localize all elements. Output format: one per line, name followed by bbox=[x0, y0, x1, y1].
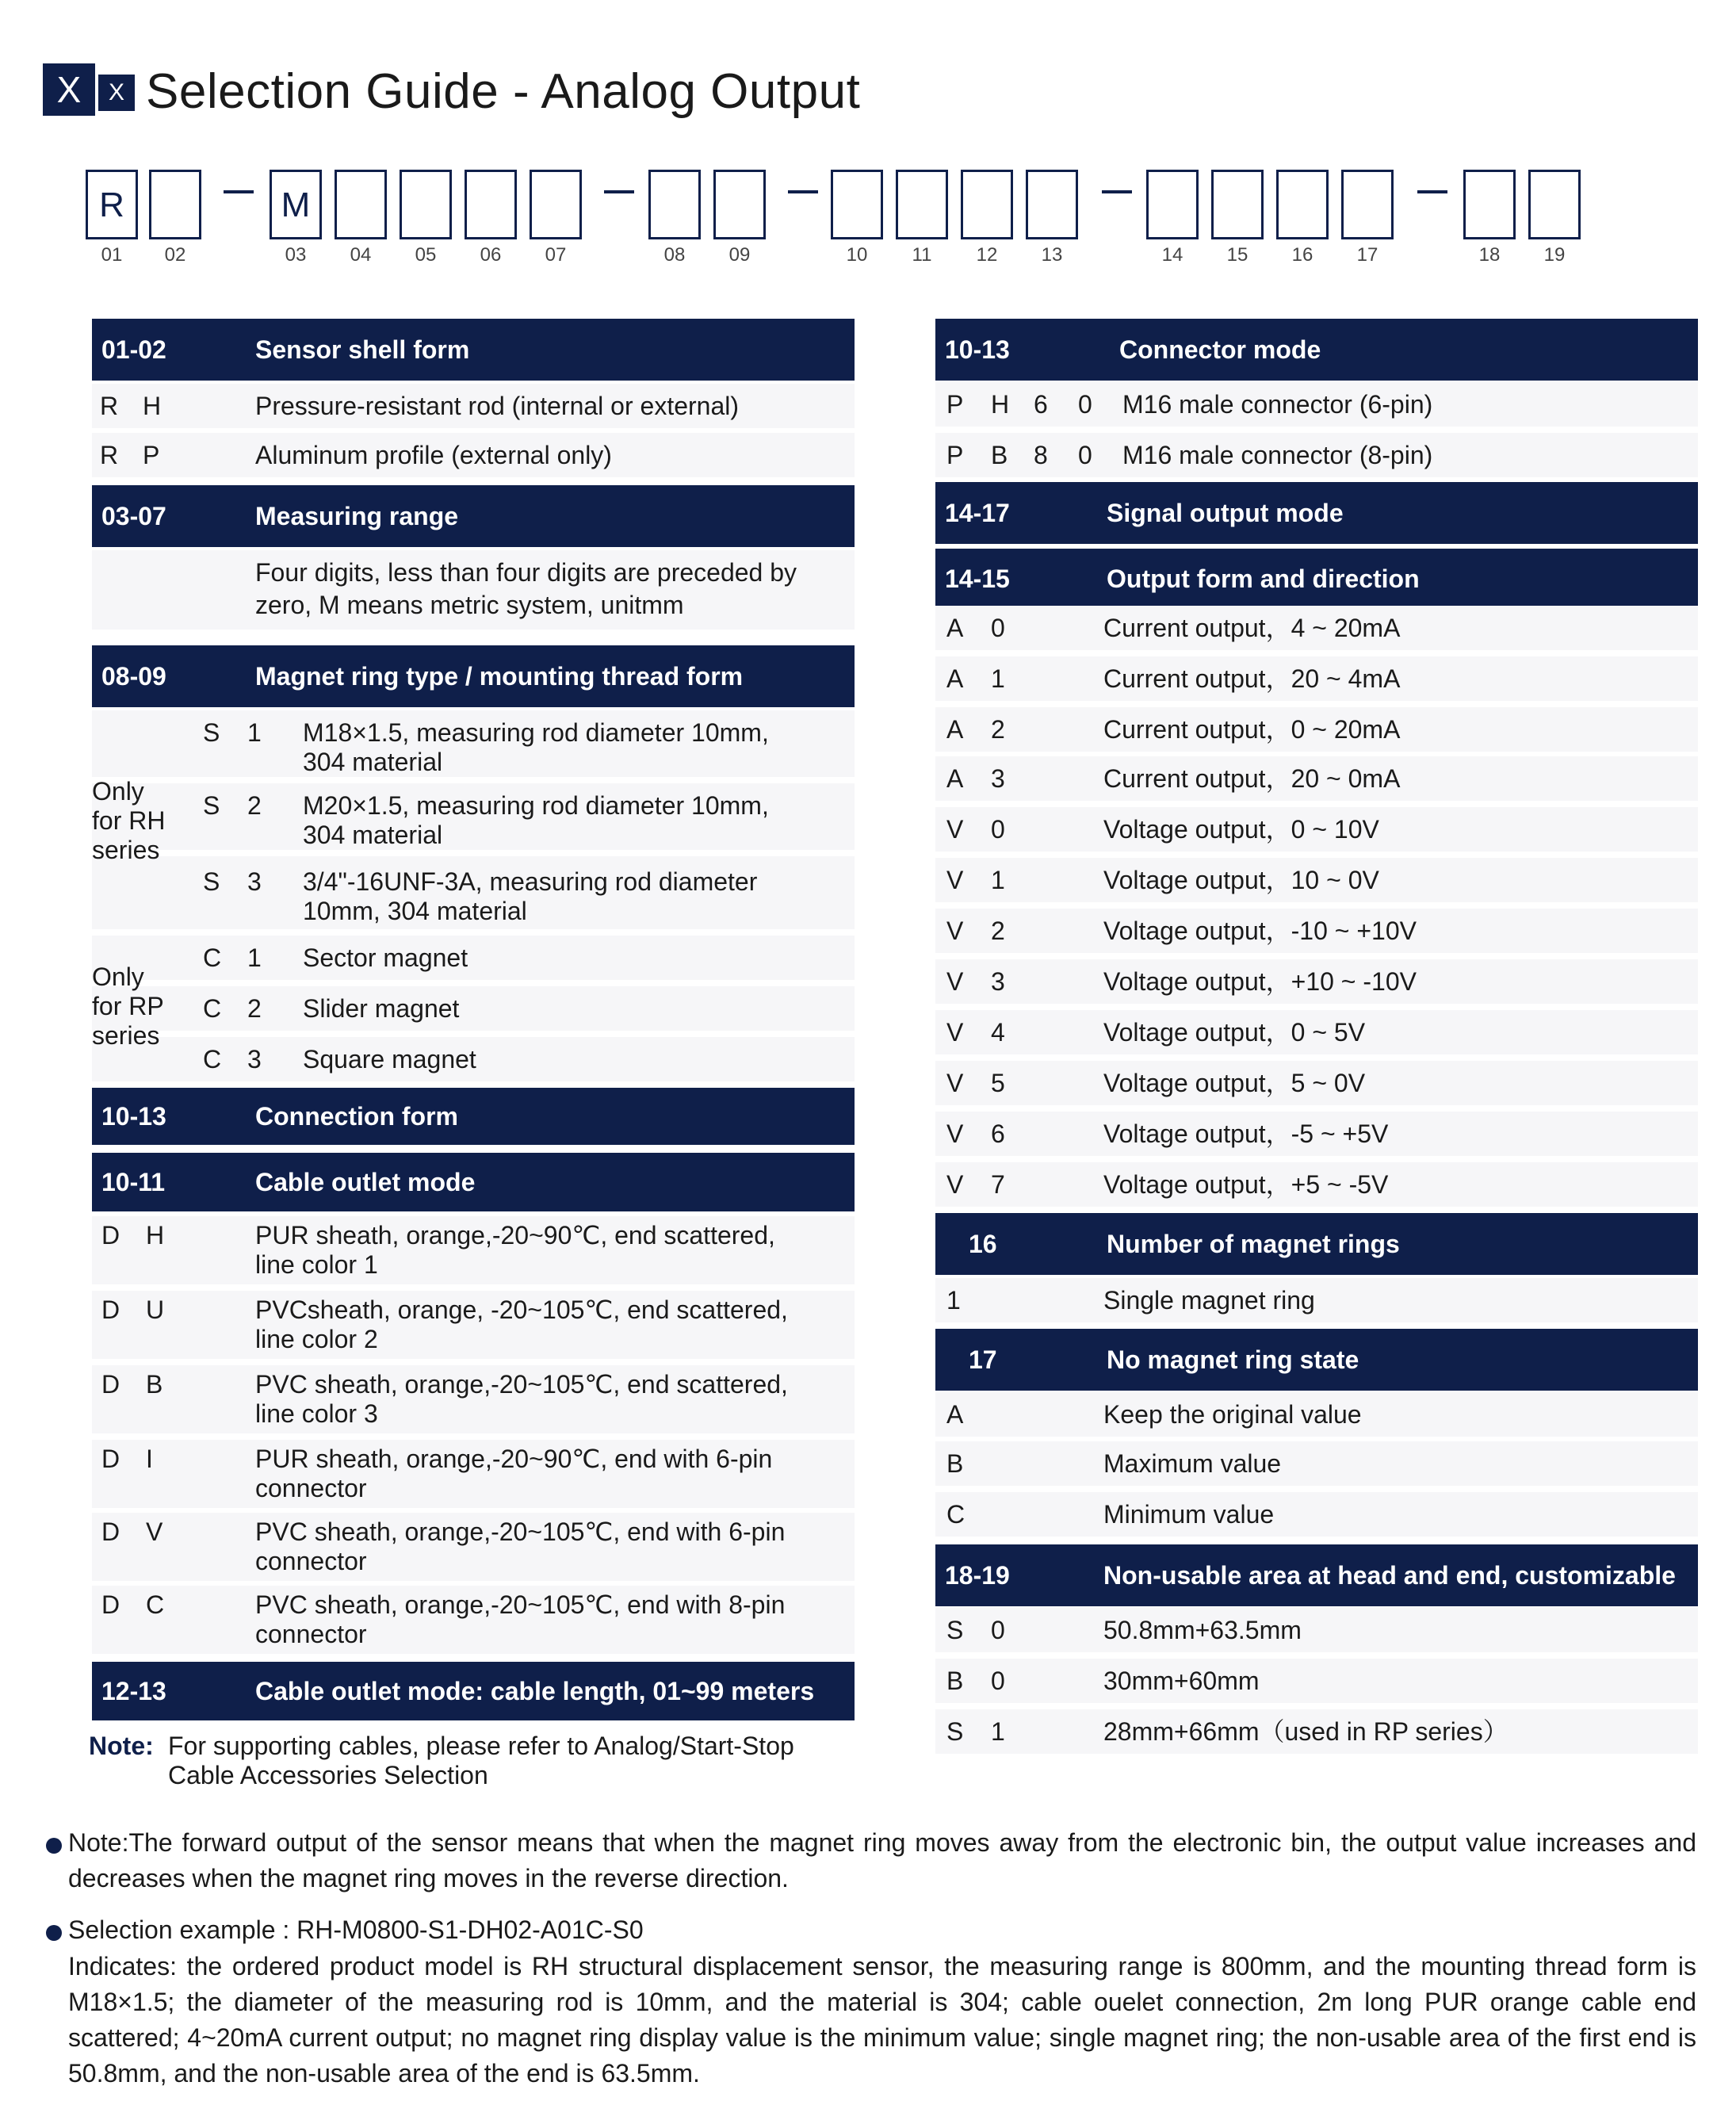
row-description: Voltage output，10 ~ 0V bbox=[1103, 866, 1379, 894]
row-description bbox=[255, 1590, 842, 1649]
code-char: 0 bbox=[1078, 390, 1092, 419]
section-header-shell-form bbox=[92, 319, 855, 381]
code-dash bbox=[604, 190, 634, 193]
section-title: Cable outlet mode: cable length, 01~99 meters bbox=[255, 1677, 815, 1705]
code-box-09 bbox=[713, 170, 766, 239]
code-position: 08 bbox=[663, 244, 686, 266]
code-position: 16 bbox=[1291, 244, 1313, 266]
code-box-18 bbox=[1463, 170, 1516, 239]
section-range: 10-11 bbox=[101, 1168, 166, 1196]
code-position: 06 bbox=[480, 244, 502, 266]
code-box-12 bbox=[961, 170, 1013, 239]
table-row bbox=[935, 606, 1698, 650]
code-char: D bbox=[101, 1445, 120, 1473]
section-range: 01-02 bbox=[101, 335, 166, 364]
code-char: 3 bbox=[991, 967, 1005, 996]
code-char: V bbox=[946, 1170, 964, 1199]
row-description bbox=[303, 718, 850, 777]
row-description: M16 male connector (6-pin) bbox=[1122, 390, 1433, 419]
table-row bbox=[935, 1061, 1698, 1105]
code-char: V bbox=[946, 1119, 964, 1148]
row-description: Pressure-resistant rod (internal or external) bbox=[255, 392, 740, 420]
code-char: H bbox=[146, 1221, 165, 1250]
description-line: zero, M means metric system, unitmm bbox=[255, 591, 684, 619]
code-box-01: R bbox=[86, 170, 138, 239]
code-char: C bbox=[203, 943, 222, 972]
table-row bbox=[935, 1112, 1698, 1156]
code-char: 7 bbox=[991, 1170, 1005, 1199]
code-position: 10 bbox=[846, 244, 868, 266]
section-title: Measuring range bbox=[255, 502, 459, 530]
table-row bbox=[935, 1392, 1698, 1437]
table-row bbox=[92, 1517, 855, 1579]
table-row bbox=[92, 1445, 855, 1506]
code-char: 2 bbox=[247, 791, 262, 820]
code-char: B bbox=[146, 1370, 163, 1399]
code-char: A bbox=[946, 715, 964, 744]
page-title: Selection Guide - Analog Output bbox=[146, 64, 861, 119]
code-box-14 bbox=[1146, 170, 1199, 239]
section-range: 14-17 bbox=[945, 499, 1010, 527]
code-box-08 bbox=[648, 170, 701, 239]
code-char: C bbox=[946, 1500, 966, 1529]
code-position: 11 bbox=[912, 244, 932, 266]
code-char: 0 bbox=[991, 1616, 1005, 1644]
description-line: line color 3 bbox=[255, 1399, 378, 1428]
table-row bbox=[935, 909, 1698, 953]
forward-output-note: Note:The forward output of the sensor means that when the magnet ring moves away from the electronic bin, the output value increases and decreases when the magnet ring moves in the reverse direction. bbox=[68, 1828, 1696, 1892]
section-header-connection-form bbox=[92, 1088, 855, 1145]
table-row bbox=[935, 1010, 1698, 1054]
code-position: 19 bbox=[1543, 244, 1566, 266]
code-char: 4 bbox=[991, 1018, 1005, 1047]
row-description bbox=[255, 1370, 842, 1429]
code-box-03: M bbox=[270, 170, 322, 239]
logo-small-x: X bbox=[98, 75, 135, 111]
code-char: 1 bbox=[991, 664, 1005, 693]
section-range: 03-07 bbox=[101, 502, 166, 530]
row-description bbox=[303, 867, 850, 926]
section-range: 14-15 bbox=[945, 564, 1010, 593]
table-row bbox=[935, 656, 1698, 701]
table-row bbox=[195, 791, 853, 853]
section-range: 12-13 bbox=[101, 1677, 166, 1705]
description-line: PVC sheath, orange,-20~105℃, end with 8-pin bbox=[255, 1590, 786, 1619]
table-row bbox=[935, 807, 1698, 852]
row-description: Current output，0 ~ 20mA bbox=[1103, 715, 1401, 744]
code-char: A bbox=[946, 764, 964, 793]
code-char: V bbox=[946, 917, 964, 945]
code-char: P bbox=[143, 441, 160, 469]
code-char: V bbox=[946, 815, 964, 844]
code-char: 3 bbox=[247, 867, 262, 896]
code-char: D bbox=[101, 1517, 120, 1546]
code-box-19 bbox=[1528, 170, 1581, 239]
group-label-line: series bbox=[92, 1021, 160, 1050]
row-description: 28mm+66mm（used in RP series） bbox=[1103, 1717, 1508, 1746]
row-description bbox=[255, 1221, 842, 1280]
section-title: Connector mode bbox=[1119, 335, 1321, 364]
code-box-05 bbox=[400, 170, 452, 239]
code-char: 5 bbox=[991, 1069, 1005, 1097]
code-char: 3 bbox=[991, 764, 1005, 793]
row-description: Current output，20 ~ 4mA bbox=[1103, 664, 1401, 693]
code-char: 8 bbox=[1034, 441, 1048, 469]
code-char: 2 bbox=[991, 917, 1005, 945]
note-line: Cable Accessories Selection bbox=[168, 1761, 488, 1789]
section-title: No magnet ring state bbox=[1107, 1345, 1359, 1374]
code-char: 6 bbox=[1034, 390, 1048, 419]
row-description: Sector magnet bbox=[303, 943, 468, 972]
section-title: Non-usable area at head and end, customizable bbox=[1103, 1561, 1676, 1590]
table-row bbox=[92, 1295, 855, 1357]
table-row bbox=[935, 1441, 1698, 1486]
description-line: connector bbox=[255, 1474, 367, 1502]
code-char: C bbox=[203, 994, 222, 1023]
row-description: Minimum value bbox=[1103, 1500, 1275, 1529]
section-header-number-of-magnet-rings bbox=[935, 1213, 1698, 1275]
code-char: R bbox=[100, 441, 119, 469]
section-title: Connection form bbox=[255, 1102, 458, 1131]
code-char: V bbox=[146, 1517, 163, 1546]
code-dash bbox=[788, 190, 818, 193]
section-title: Number of magnet rings bbox=[1107, 1230, 1400, 1258]
section-range: 08-09 bbox=[101, 662, 166, 691]
code-char: C bbox=[203, 1045, 222, 1073]
code-position: 05 bbox=[415, 244, 437, 266]
row-description bbox=[255, 1517, 842, 1576]
table-row bbox=[935, 1492, 1698, 1537]
section-header-non-usable-area bbox=[935, 1544, 1698, 1606]
bullet-icon bbox=[46, 1838, 62, 1854]
table-row bbox=[195, 936, 853, 980]
description-line: PUR sheath, orange,-20~90℃, end scattered, bbox=[255, 1221, 775, 1250]
row-description: Keep the original value bbox=[1103, 1400, 1362, 1429]
row-description: Aluminum profile (external only) bbox=[255, 441, 612, 469]
section-title: Sensor shell form bbox=[255, 335, 470, 364]
row-description bbox=[255, 1295, 842, 1354]
code-box-07 bbox=[530, 170, 582, 239]
code-position: 03 bbox=[285, 244, 307, 266]
row-description: Voltage output，+10 ~ -10V bbox=[1103, 967, 1417, 996]
code-position: 13 bbox=[1041, 244, 1063, 266]
section-header-signal-output-mode bbox=[935, 482, 1698, 544]
table-row bbox=[92, 1221, 855, 1283]
row-description: Voltage output，-5 ~ +5V bbox=[1103, 1119, 1389, 1148]
section-title: Output form and direction bbox=[1107, 564, 1420, 593]
section-title: Signal output mode bbox=[1107, 499, 1344, 527]
code-char: R bbox=[100, 392, 119, 420]
section-header-no-magnet-ring-state bbox=[935, 1329, 1698, 1391]
section-header-cable-length bbox=[92, 1662, 855, 1720]
code-char: S bbox=[946, 1717, 964, 1746]
code-char: S bbox=[946, 1616, 964, 1644]
code-char: 1 bbox=[247, 718, 262, 747]
description-line: 10mm, 304 material bbox=[303, 897, 527, 925]
group-label-line: for RP bbox=[92, 992, 164, 1020]
table-row bbox=[195, 986, 853, 1031]
model-code-template bbox=[0, 170, 1736, 273]
table-row bbox=[935, 858, 1698, 902]
row-description: Slider magnet bbox=[303, 994, 460, 1023]
code-char: H bbox=[991, 390, 1010, 419]
code-char: 0 bbox=[991, 614, 1005, 642]
code-position: 09 bbox=[728, 244, 751, 266]
code-dash bbox=[1417, 190, 1447, 193]
code-char: 1 bbox=[247, 943, 262, 972]
section-range: 10-13 bbox=[101, 1102, 166, 1131]
table-row bbox=[935, 382, 1698, 427]
code-char: V bbox=[946, 1018, 964, 1047]
description-line: PVC sheath, orange,-20~105℃, end with 6-pin bbox=[255, 1517, 786, 1546]
code-char: U bbox=[146, 1295, 165, 1324]
code-position: 02 bbox=[164, 244, 186, 266]
code-char: A bbox=[946, 614, 964, 642]
table-row bbox=[935, 959, 1698, 1004]
description-line: PUR sheath, orange,-20~90℃, end with 6-pin bbox=[255, 1445, 773, 1473]
description-line: connector bbox=[255, 1547, 367, 1575]
table-row bbox=[92, 384, 855, 428]
code-char: D bbox=[101, 1370, 120, 1399]
code-position: 15 bbox=[1226, 244, 1248, 266]
code-char: P bbox=[946, 390, 964, 419]
code-char: C bbox=[146, 1590, 165, 1619]
code-char: 2 bbox=[991, 715, 1005, 744]
section-range: 10-13 bbox=[945, 335, 1010, 364]
section-range: 16 bbox=[969, 1230, 997, 1258]
section-title: Magnet ring type / mounting thread form bbox=[255, 662, 744, 691]
code-char: D bbox=[101, 1590, 120, 1619]
code-position: 18 bbox=[1478, 244, 1501, 266]
code-box-11 bbox=[896, 170, 948, 239]
code-box-06 bbox=[465, 170, 517, 239]
description-line: 304 material bbox=[303, 821, 443, 849]
row-description: Current output，4 ~ 20mA bbox=[1103, 614, 1401, 642]
description-line: M18×1.5, measuring rod diameter 10mm, bbox=[303, 718, 769, 747]
section-header-measuring-range bbox=[92, 485, 855, 547]
row-description: Voltage output，5 ~ 0V bbox=[1103, 1069, 1366, 1097]
description-line: M20×1.5, measuring rod diameter 10mm, bbox=[303, 791, 769, 820]
code-dash bbox=[1102, 190, 1132, 193]
section-header-output-form bbox=[935, 549, 1698, 609]
code-char: D bbox=[101, 1221, 120, 1250]
code-dash bbox=[224, 190, 254, 193]
group-label-line: series bbox=[92, 836, 160, 864]
row-description: Voltage output，+5 ~ -5V bbox=[1103, 1170, 1389, 1199]
code-char: S bbox=[203, 791, 220, 820]
table-row bbox=[92, 1590, 855, 1652]
measuring-range-description bbox=[255, 557, 842, 622]
code-char: P bbox=[946, 441, 964, 469]
note-text bbox=[168, 1732, 850, 1790]
logo-big-x: X bbox=[43, 63, 95, 116]
code-char: B bbox=[946, 1667, 964, 1695]
code-char: 6 bbox=[991, 1119, 1005, 1148]
code-box-17 bbox=[1341, 170, 1394, 239]
description-line: Four digits, less than four digits are preceded by bbox=[255, 558, 797, 587]
row-description: Square magnet bbox=[303, 1045, 476, 1073]
code-char: 0 bbox=[1078, 441, 1092, 469]
row-description: Maximum value bbox=[1103, 1449, 1282, 1478]
selection-example-label: Selection example : RH-M0800-S1-DH02-A01C-S0 bbox=[68, 1915, 644, 1944]
code-position: 14 bbox=[1161, 244, 1183, 266]
group-label-rp bbox=[92, 962, 164, 1051]
table-row bbox=[935, 433, 1698, 477]
group-label-line: for RH bbox=[92, 806, 166, 835]
code-char: V bbox=[946, 866, 964, 894]
code-position: 12 bbox=[976, 244, 998, 266]
code-char: D bbox=[101, 1295, 120, 1324]
code-box-10 bbox=[831, 170, 883, 239]
code-box-16 bbox=[1276, 170, 1329, 239]
code-char: 2 bbox=[247, 994, 262, 1023]
row-description: Single magnet ring bbox=[1103, 1286, 1315, 1315]
code-box-15 bbox=[1211, 170, 1264, 239]
row-description: Current output，20 ~ 0mA bbox=[1103, 764, 1401, 793]
bullet-icon bbox=[46, 1925, 62, 1941]
code-char: S bbox=[203, 867, 220, 896]
description-line: line color 2 bbox=[255, 1325, 378, 1353]
description-line: 3/4"-16UNF-3A, measuring rod diameter bbox=[303, 867, 758, 896]
code-char: A bbox=[946, 1400, 964, 1429]
section-header-magnet-ring-type bbox=[92, 645, 855, 707]
row-description: Voltage output，-10 ~ +10V bbox=[1103, 917, 1417, 945]
row-description bbox=[255, 1445, 842, 1503]
code-char: V bbox=[946, 967, 964, 996]
group-label-line: Only bbox=[92, 777, 144, 806]
code-char: V bbox=[946, 1069, 964, 1097]
table-row bbox=[935, 1162, 1698, 1207]
section-title: Cable outlet mode bbox=[255, 1168, 476, 1196]
row-description: 50.8mm+63.5mm bbox=[1103, 1616, 1302, 1644]
code-position: 01 bbox=[101, 244, 123, 266]
code-box-04 bbox=[335, 170, 387, 239]
code-position: 04 bbox=[350, 244, 372, 266]
code-char: B bbox=[991, 441, 1008, 469]
description-line: line color 1 bbox=[255, 1250, 378, 1279]
row-description: 30mm+60mm bbox=[1103, 1667, 1260, 1695]
code-char: A bbox=[946, 664, 964, 693]
table-row bbox=[195, 1037, 853, 1081]
row-description: M16 male connector (8-pin) bbox=[1122, 441, 1433, 469]
code-char: 3 bbox=[247, 1045, 262, 1073]
table-row bbox=[92, 1370, 855, 1432]
table-row bbox=[935, 707, 1698, 752]
table-row bbox=[195, 718, 853, 780]
row-description: Voltage output，0 ~ 5V bbox=[1103, 1018, 1366, 1047]
table-row bbox=[195, 867, 853, 929]
group-label-line: Only bbox=[92, 962, 144, 991]
code-char: 1 bbox=[991, 866, 1005, 894]
note-label: Note: bbox=[89, 1732, 154, 1760]
code-char: 0 bbox=[991, 1667, 1005, 1695]
code-char: 1 bbox=[991, 1717, 1005, 1746]
selection-example-text: Indicates: the ordered product model is RH structural displacement sensor, the measuring range is 800mm, and the mounting thread form is M18×1.5; the diameter of the measuring rod is 10mm, and the material is 304; cable ouelet connection, 2m long PUR orange cable end scattered; 4~20mA current output; no magnet ring display value is the minimum value; single magnet ring; the non-usable area of the first end is 50.8mm, and the non-usable area of the end is 63.5mm. bbox=[68, 1952, 1696, 2088]
code-box-13 bbox=[1026, 170, 1078, 239]
description-line: connector bbox=[255, 1620, 367, 1648]
table-row bbox=[935, 756, 1698, 801]
code-char: I bbox=[146, 1445, 153, 1473]
description-line: PVCsheath, orange, -20~105℃, end scattered, bbox=[255, 1295, 788, 1324]
code-position: 07 bbox=[545, 244, 567, 266]
code-char: 1 bbox=[946, 1286, 961, 1315]
table-row bbox=[92, 433, 855, 477]
group-label-rh bbox=[92, 777, 165, 865]
section-header-connector-mode bbox=[935, 319, 1698, 381]
table-row bbox=[935, 1659, 1698, 1703]
row-description bbox=[303, 791, 850, 850]
code-position: 17 bbox=[1356, 244, 1378, 266]
description-line: PVC sheath, orange,-20~105℃, end scattered, bbox=[255, 1370, 788, 1399]
description-line: 304 material bbox=[303, 748, 443, 776]
section-header-cable-outlet-mode bbox=[92, 1153, 855, 1211]
note-line: For supporting cables, please refer to Analog/Start-Stop bbox=[168, 1732, 794, 1760]
table-row bbox=[935, 1709, 1698, 1754]
section-range: 17 bbox=[969, 1345, 997, 1374]
code-box-02 bbox=[149, 170, 201, 239]
code-char: 0 bbox=[991, 815, 1005, 844]
code-char: B bbox=[946, 1449, 964, 1478]
section-range: 18-19 bbox=[945, 1561, 1010, 1590]
table-row bbox=[935, 1608, 1698, 1652]
row-description: Voltage output，0 ~ 10V bbox=[1103, 815, 1379, 844]
code-char: H bbox=[143, 392, 162, 420]
code-char: S bbox=[203, 718, 220, 747]
table-row bbox=[935, 1278, 1698, 1322]
